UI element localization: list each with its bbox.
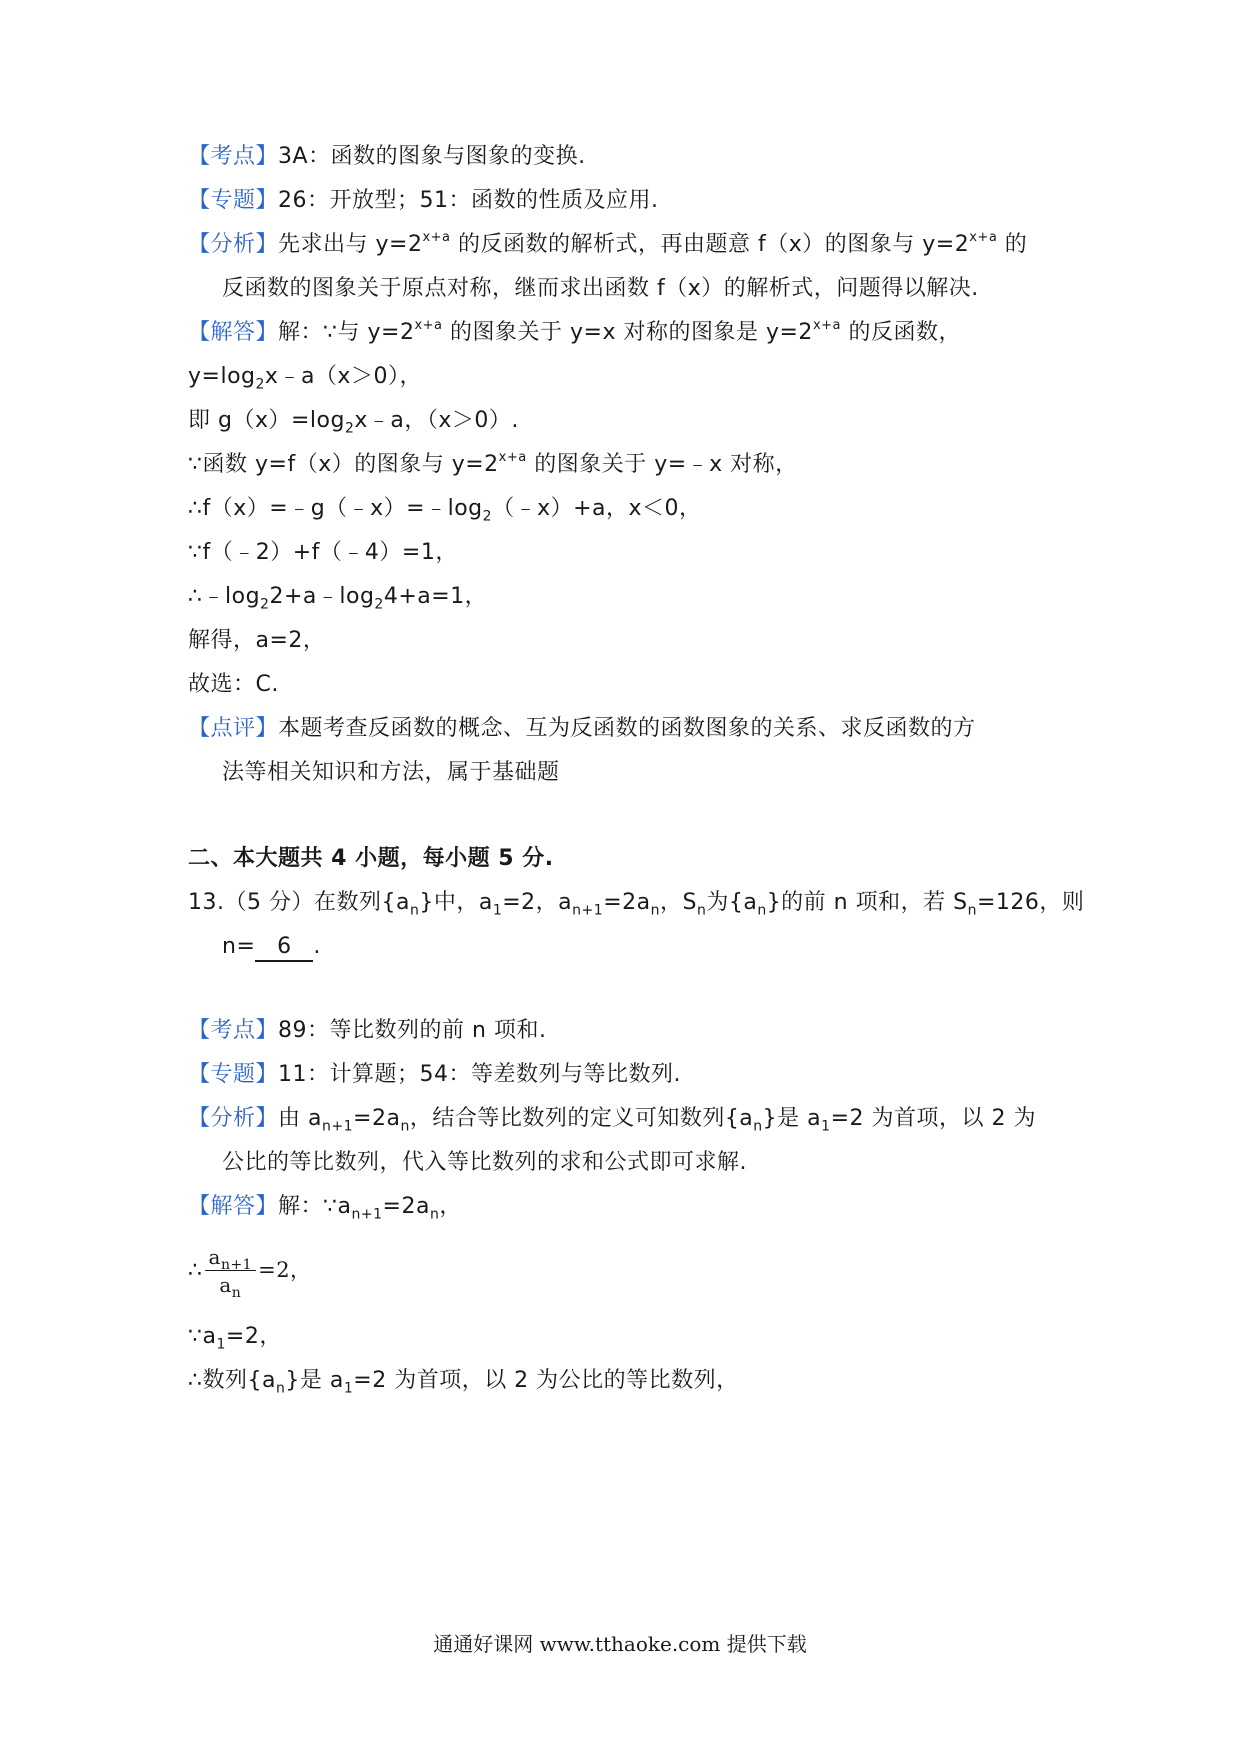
q13-fenxi-line-2: [222, 1148, 747, 1178]
math-text: =2，: [258, 1258, 312, 1282]
q12-step-8: [188, 670, 279, 700]
subscript: n+1: [572, 902, 604, 919]
math-text: =2，: [225, 1324, 282, 1349]
answer-blank: 6: [255, 934, 313, 962]
subscript: n: [696, 902, 707, 919]
subscript: 2: [255, 376, 265, 393]
q12-jieda-text: 解：∵与 y=2: [278, 320, 415, 345]
math-text: .: [313, 934, 321, 959]
q12-kaodian-line: [188, 142, 586, 172]
subscript: n: [400, 1118, 410, 1135]
q13-stem: [188, 888, 1084, 918]
math-text: ，: [439, 1194, 462, 1219]
math-text: ∵函数 y=f（x）的图象与 y=2: [188, 452, 499, 477]
section-heading: 二、本大题共 4 小题，每小题 5 分.: [188, 846, 554, 871]
q13-kaodian-text: 89：等比数列的前 n 项和.: [278, 1018, 547, 1043]
subscript: n+1: [322, 1118, 354, 1135]
math-text: }是 a: [285, 1368, 344, 1393]
subscript: n: [409, 902, 420, 919]
subscript: 1: [216, 1336, 226, 1353]
zhuanti-tag: 【专题】: [188, 1062, 279, 1087]
q13-fenxi-text: 公比的等比数列，代入等比数列的求和公式即可求解.: [222, 1150, 747, 1175]
math-text: =126，则: [976, 890, 1085, 915]
q12-jieda-text: 的图象关于 y=x 对称的图象是 y=2: [450, 320, 813, 345]
subscript: 2: [344, 420, 355, 437]
q12-fenxi-line-2: [222, 274, 979, 304]
dianping-tag: 【点评】: [188, 716, 279, 741]
math-text: =2 为首项，以 2 为公比的等比数列，: [353, 1368, 739, 1393]
math-text: ∴f（x）=﹣g（﹣x）=﹣log: [188, 496, 483, 521]
math-text: x﹣a（x＞0），: [264, 364, 422, 389]
math-text: a: [208, 1244, 221, 1269]
math-text: ∵a: [188, 1324, 217, 1349]
q12-step-7: [188, 626, 325, 656]
math-text: （﹣x）+a，x＜0，: [492, 496, 702, 521]
q13-zhuanti-text: 11：计算题；54：等差数列与等比数列.: [278, 1062, 681, 1087]
q13-step-10: [188, 1366, 739, 1396]
q12-jieda-text: 的反函数，: [848, 320, 962, 345]
q12-step-4: [188, 494, 702, 524]
math-text: }是 a: [762, 1106, 822, 1131]
subscript: n: [753, 1118, 763, 1135]
q12-fenxi-text: 反函数的图象关于原点对称，继而求出函数 f（x）的解析式，问题得以解决.: [222, 276, 979, 301]
subscript: n: [757, 902, 767, 919]
math-text: 由 a: [278, 1106, 322, 1131]
subscript: n+1: [351, 1206, 383, 1223]
math-text: ∴﹣log: [188, 584, 261, 609]
answer-choice: 故选：C.: [188, 672, 279, 697]
math-text: ，结合等比数列的定义可知数列{a: [409, 1106, 754, 1131]
q13-step-9: [188, 1322, 282, 1352]
math-text: 为{a: [706, 890, 758, 915]
math-text: 即 g（x）=log: [188, 408, 345, 433]
math-text: }的前 n 项和，若 S: [766, 890, 968, 915]
q12-dianping-line-2: [222, 758, 560, 788]
math-text: }中，a: [419, 890, 493, 915]
q13-answer-line: [222, 932, 321, 962]
subscript: n: [967, 902, 977, 919]
q13-zhuanti-line: [188, 1060, 681, 1090]
subscript: n: [650, 902, 660, 919]
exponent: x+a: [498, 449, 527, 465]
q12-step-1: [188, 362, 422, 392]
q12-zhuanti-line: [188, 186, 659, 216]
q12-fenxi-text: 先求出与 y=2: [278, 232, 423, 257]
q12-fenxi-line: [188, 230, 1027, 260]
fenxi-tag: 【分析】: [188, 232, 279, 257]
math-text: 4+a=1，: [383, 584, 488, 609]
q13-fraction-line: [188, 1240, 312, 1301]
q13-jieda-line: [188, 1192, 462, 1222]
q12-step-2: [188, 406, 519, 436]
math-text: y=log: [188, 364, 256, 389]
q12-dianping-text: 法等相关知识和方法，属于基础题: [222, 760, 560, 785]
subscript: 2: [374, 596, 384, 613]
therefore-symbol: ∴: [188, 1258, 203, 1283]
math-text: =2，a: [502, 890, 573, 915]
math-text: ，S: [659, 890, 697, 915]
q12-step-6: [188, 582, 487, 612]
fraction-denominator: [205, 1271, 257, 1299]
subscript: n: [231, 1284, 242, 1301]
math-text: 13.（5 分）在数列{a: [188, 890, 410, 915]
math-text: 的图象关于 y=﹣x 对称，: [534, 452, 798, 477]
subscript: n: [275, 1380, 286, 1397]
subscript: 1: [343, 1380, 354, 1397]
q12-kaodian-text: 3A：函数的图象与图象的变换.: [278, 144, 586, 169]
exponent: x+a: [422, 229, 451, 245]
subscript: 1: [821, 1118, 831, 1135]
math-text: x﹣a，（x＞0）.: [354, 408, 519, 433]
zhuanti-tag: 【专题】: [188, 188, 279, 213]
q12-step-5: [188, 538, 458, 568]
jieda-tag: 【解答】: [188, 1194, 279, 1219]
q12-dianping-text: 本题考查反函数的概念、互为反函数的函数图象的关系、求反函数的方: [278, 716, 976, 741]
fraction-numerator: [205, 1244, 257, 1271]
math-text: ∴数列{a: [188, 1368, 276, 1393]
subscript: n: [429, 1206, 440, 1223]
fraction: [205, 1244, 257, 1299]
math-text: =2 为首项，以 2 为: [830, 1106, 1036, 1131]
math-text: ∵f（﹣2）+f（﹣4）=1，: [188, 540, 458, 565]
q12-dianping-line: [188, 714, 976, 744]
q12-jieda-line: [188, 318, 961, 348]
kaodian-tag: 【考点】: [188, 144, 279, 169]
jieda-tag: 【解答】: [188, 320, 279, 345]
q12-zhuanti-text: 26：开放型；51：函数的性质及应用.: [278, 188, 659, 213]
fenxi-tag: 【分析】: [188, 1106, 279, 1131]
math-text: n=: [222, 934, 256, 959]
exponent: x+a: [414, 317, 443, 333]
math-text: 解：∵a: [278, 1194, 352, 1219]
math-text: =2a: [382, 1194, 430, 1219]
kaodian-tag: 【考点】: [188, 1018, 279, 1043]
math-text: =2a: [353, 1106, 401, 1131]
subscript: n+1: [220, 1256, 253, 1273]
q13-kaodian-line: [188, 1016, 546, 1046]
math-text: a: [219, 1272, 232, 1297]
math-text: =2a: [603, 890, 651, 915]
page-footer: 通通好课网 www.tthaoke.com 提供下载: [433, 1632, 807, 1656]
math-text: 解得，a=2，: [188, 628, 326, 653]
exponent: x+a: [969, 229, 998, 245]
math-text: 2+a﹣log: [269, 584, 375, 609]
subscript: 2: [260, 596, 270, 613]
subscript: 1: [492, 902, 503, 919]
q12-fenxi-text: 的反函数的解析式，再由题意 f（x）的图象与 y=2: [458, 232, 970, 257]
q13-fenxi-line: [188, 1104, 1036, 1134]
subscript: 2: [482, 508, 493, 525]
q12-step-3: [188, 450, 798, 480]
q12-fenxi-text: 的: [1004, 232, 1028, 257]
exponent: x+a: [812, 317, 841, 333]
